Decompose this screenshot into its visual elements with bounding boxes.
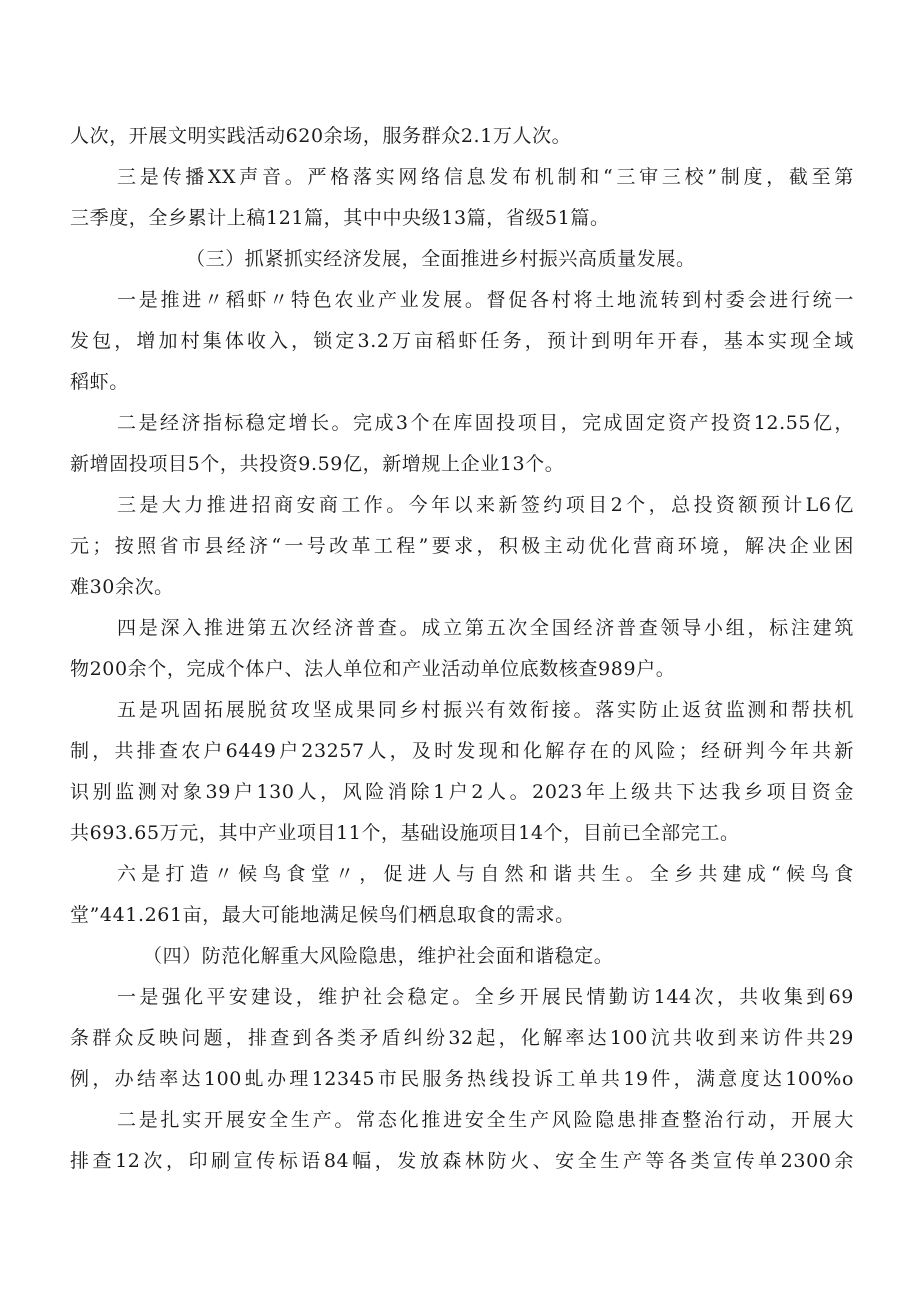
paragraph-line: 一是强化平安建设，维护社会稳定。全乡开展民情勤访144次，共收集到69 — [117, 986, 854, 1008]
paragraph-line: 条群众反映问题，排查到各类矛盾纠纷32起，化解率达100沆共收到来访件共29 — [70, 1027, 854, 1049]
paragraph-line: 共693.65万元，其中产业项目11个，基础设施项目14个，目前已全部完工。 — [70, 822, 740, 844]
paragraph-line: 发包，增加村集体收入，锁定3.2万亩稻虾任务，预计到明年开春，基本实现全域 — [70, 330, 854, 352]
section-heading-4: （四）防范化解重大风险隐患，维护社会面和谐稳定。 — [143, 945, 614, 967]
paragraph-line: 难30余次。 — [70, 576, 174, 598]
paragraph-line: 二是扎实开展安全生产。常态化推进安全生产风险隐患排查整治行动，开展大 — [117, 1109, 854, 1131]
paragraph-line: 六是打造〃候鸟食堂〃，促进人与自然和谐共生。全乡共建成“候鸟食 — [117, 863, 854, 885]
paragraph-line: 元；按照省市县经济“一号改革工程”要求，积极主动优化营商环境，解决企业困 — [70, 535, 854, 557]
paragraph-line: 识别监测对象39户130人，风险消除1户2人。2023年上级共下达我乡项目资金 — [70, 781, 854, 803]
paragraph-line: 一是推进〃稻虾〃特色农业产业发展。督促各村将土地流转到村委会进行统一 — [117, 289, 854, 311]
paragraph-line: 五是巩固拓展脱贫攻坚成果同乡村振兴有效衔接。落实防止返贫监测和帮扶机 — [117, 699, 854, 721]
paragraph-line: 例，办结率达100虬办理12345市民服务热线投诉工单共19件，满意度达100%o — [70, 1068, 854, 1090]
paragraph-line: 堂”441.261亩，最大可能地满足候鸟们栖息取食的需求。 — [70, 904, 575, 926]
paragraph-line: 四是深入推进第五次经济普查。成立第五次全国经济普查领导小组，标注建筑 — [117, 617, 854, 639]
section-heading-3: （三）抓紧抓实经济发展，全面推进乡村振兴高质量发展。 — [186, 248, 696, 270]
paragraph-line: 三季度，全乡累计上稿121篇，其中中央级13篇，省级51篇。 — [70, 207, 610, 229]
paragraph-line: 新增固投项目5个，共投资9.59亿，新增规上企业13个。 — [70, 453, 565, 475]
paragraph-line: 物200余个，完成个体户、法人单位和产业活动单位底数核查989户。 — [70, 658, 676, 680]
paragraph-line: 排查12次，印刷宣传标语84幅，发放森林防火、安全生产等各类宣传单2300余 — [70, 1150, 854, 1172]
paragraph-line: 三是传播XX声音。严格落实网络信息发布机制和“三审三校”制度，截至第 — [117, 166, 854, 188]
paragraph-line: 稻虾。 — [70, 371, 129, 393]
paragraph-line: 人次，开展文明实践活动620余场，服务群众2.1万人次。 — [70, 125, 572, 147]
paragraph-line: 二是经济指标稳定增长。完成3个在库固投项目，完成固定资产投资12.55亿， — [117, 412, 854, 434]
paragraph-line: 制，共排查农户6449户23257人，及时发现和化解存在的风险；经研判今年共新 — [70, 740, 854, 762]
paragraph-line: 三是大力推进招商安商工作。今年以来新签约项目2个，总投资额预计L6亿 — [117, 494, 854, 516]
